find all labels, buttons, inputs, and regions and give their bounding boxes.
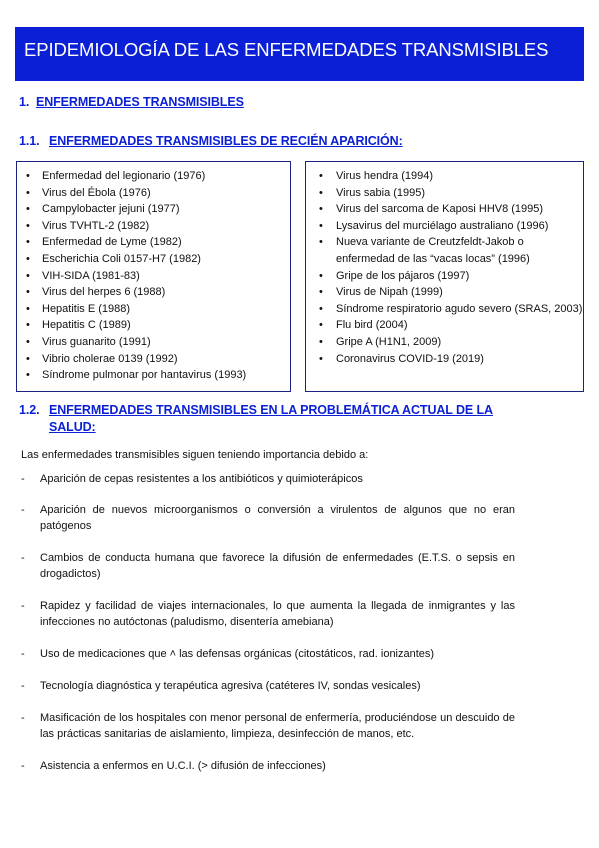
list-item-text: Asistencia a enfermos en U.C.I. (> difusión de infecciones) [40, 760, 326, 772]
emerging-diseases-left-list [17, 162, 290, 384]
list-item [21, 502, 515, 534]
emerging-diseases-right-box [305, 161, 584, 392]
list-item: • Virus del sarcoma de Kaposi HHV8 (1995) [306, 201, 583, 218]
list-item-text: Aparición de cepas resistentes a los antibióticos y quimioterápicos [40, 473, 363, 485]
list-item: • Lysavirus del murciélago australiano (1996) [306, 218, 583, 235]
page-title: EPIDEMIOLOGÍA DE LAS ENFERMEDADES TRANSMISIBLES [24, 39, 549, 60]
list-item [21, 598, 515, 630]
list-item: • Escherichia Coli 0157-H7 (1982) [17, 251, 290, 268]
dash-bullet: - [21, 648, 25, 660]
list-item: • Campylobacter jejuni (1977) [17, 201, 290, 218]
list-item: • Hepatitis C (1989) [17, 317, 290, 334]
section-1-1-heading [19, 134, 403, 148]
list-item: • Síndrome pulmonar por hantavirus (1993) [17, 367, 290, 384]
list-item: • Enfermedad de Lyme (1982) [17, 234, 290, 251]
section-1-number: 1. [19, 95, 30, 109]
section-1-title: ENFERMEDADES TRANSMISIBLES [35, 95, 244, 109]
dash-bullet: - [21, 760, 25, 772]
list-item: • Coronavirus COVID-19 (2019) [306, 351, 583, 368]
dash-bullet: - [21, 600, 25, 612]
list-item: • Virus hendra (1994) [306, 168, 583, 185]
list-item-text: Masificación de los hospitales con menor personal de enfermería, produciéndose un descuido de las prácticas sanitarias de aislamiento, limpieza, desinfección de manos, etc. [40, 712, 515, 740]
list-item: • Virus de Nipah (1999) [306, 284, 583, 301]
section-1-1-number: 1.1. [19, 134, 40, 148]
list-item [21, 471, 515, 487]
section-1-heading [19, 95, 244, 109]
section-1-2-intro: Las enfermedades transmisibles siguen teniendo importancia debido a: [21, 449, 369, 461]
page-title-banner [15, 27, 584, 81]
dash-bullet: - [21, 552, 25, 564]
list-item [21, 710, 515, 742]
list-item [21, 646, 515, 662]
list-item-text: Tecnología diagnóstica y terapéutica agresiva (catéteres IV, sondas vesicales) [40, 680, 421, 692]
list-item: • Flu bird (2004) [306, 317, 583, 334]
list-item: • Hepatitis E (1988) [17, 301, 290, 318]
list-item: • Gripe A (H1N1, 2009) [306, 334, 583, 351]
list-item: • Enfermedad del legionario (1976) [17, 168, 290, 185]
dash-bullet: - [21, 712, 25, 724]
list-item-text: Cambios de conducta humana que favorece la difusión de enfermedades (E.T.S. o sepsis en drogadictos) [40, 552, 515, 580]
section-1-1-title: ENFERMEDADES TRANSMISIBLES DE RECIÉN APARICIÓN: [49, 134, 403, 148]
list-item [21, 758, 515, 774]
list-item: • Virus del herpes 6 (1988) [17, 284, 290, 301]
list-item-text: Rapidez y facilidad de viajes internacionales, lo que aumenta la llegada de inmigrantes y las infecciones no autóctonas (paludismo, disentería amebiana) [40, 600, 515, 628]
dash-bullet: - [21, 680, 25, 692]
dash-bullet: - [21, 504, 25, 516]
section-1-2-heading [19, 402, 539, 436]
list-item: • Síndrome respiratorio agudo severo (SRAS, 2003) [306, 301, 583, 318]
list-item: • Virus guanarito (1991) [17, 334, 290, 351]
list-item: • Nueva variante de Creutzfeldt-Jakob o enfermedad de las “vacas locas” (1996) [306, 234, 583, 267]
dash-bullet: - [21, 473, 25, 485]
list-item: • Vibrio cholerae 0139 (1992) [17, 351, 290, 368]
list-item: • Virus TVHTL-2 (1982) [17, 218, 290, 235]
list-item [21, 678, 515, 694]
emerging-diseases-right-list [306, 162, 583, 367]
list-item-text: Aparición de nuevos microorganismos o conversión a virulentos de algunos que no eran patógenos [40, 504, 515, 532]
list-item: • Virus sabia (1995) [306, 185, 583, 202]
section-1-2-title: ENFERMEDADES TRANSMISIBLES EN LA PROBLEMÁTICA ACTUAL DE LA SALUD: [49, 403, 493, 434]
list-item: • Virus del Ébola (1976) [17, 185, 290, 202]
emerging-diseases-left-box [16, 161, 291, 392]
section-1-2-number: 1.2. [19, 403, 40, 417]
list-item: • Gripe de los pájaros (1997) [306, 268, 583, 285]
list-item: • VIH-SIDA (1981-83) [17, 268, 290, 285]
list-item [21, 550, 515, 582]
list-item-text: Uso de medicaciones que ˄ las defensas orgánicas (citostáticos, rad. ionizantes) [40, 648, 435, 660]
